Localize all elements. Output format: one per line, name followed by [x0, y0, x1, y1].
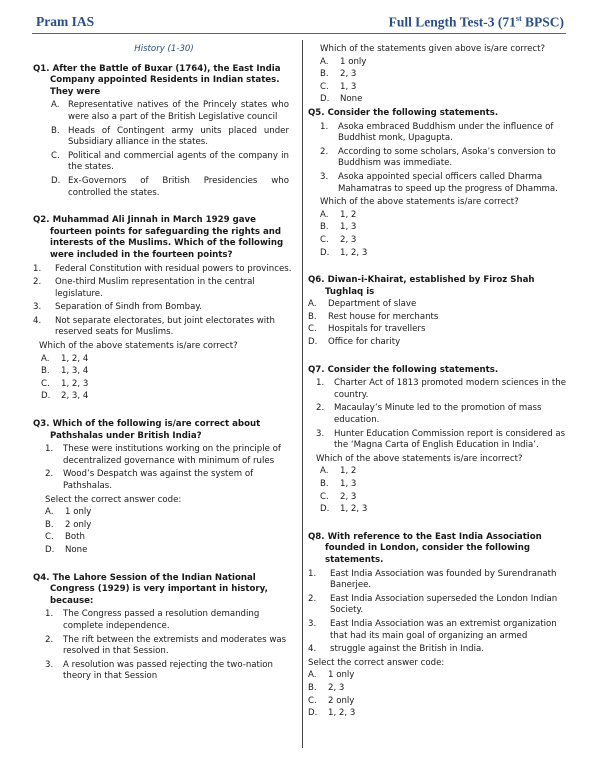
option: C. 2 only	[308, 695, 355, 706]
option: B. 1, 3	[320, 222, 357, 233]
statement: 1. Asoka embraced Buddhism under the influence of Buddhist monk, Upagupta.	[320, 121, 554, 144]
option: B. 2 only	[45, 519, 92, 530]
option: D. 1, 2, 3	[320, 504, 368, 515]
left-column	[33, 40, 295, 683]
option: A. Department of slave	[308, 299, 417, 310]
option: C. Hospitals for travellers	[308, 324, 426, 335]
option: A. 1 only	[308, 670, 355, 681]
question-3: Q3. Which of the following is/are correct about Pathshalas under British India?	[33, 419, 261, 441]
question-8: Q8. With reference to the East India Association founded in London, consider the following statements.	[308, 531, 542, 565]
question-prompt: Which of the above statements is/are correct?	[39, 341, 238, 352]
brand-name: Pram IAS	[36, 14, 95, 29]
option: A. 1, 2, 4	[41, 353, 89, 364]
option: C. 1, 3	[320, 81, 357, 92]
statement: 2. East India Association superseded the London Indian Society.	[308, 593, 558, 616]
question-7: Q7. Consider the following statements.	[308, 364, 499, 375]
option: D. None	[320, 94, 363, 105]
question-prompt: Select the correct answer code:	[308, 657, 445, 668]
question-4: Q4. The Lahore Session of the Indian National Congress (1929) is very important in history, because:	[33, 572, 268, 606]
option: D. Office for charity	[308, 337, 401, 348]
question-prompt: Which of the above statements is/are correct?	[320, 197, 519, 208]
test-title: Full Length Test-3 (71st BPSC)	[388, 14, 564, 30]
question-prompt: Which of the above statements is/are incorrect?	[316, 453, 523, 464]
statement: C. Political and commercial agents of the company in the states.	[51, 150, 289, 173]
statement: 3. East India Association was an extremist organization that had its main goal of organizing an armed	[308, 618, 557, 641]
question-6: Q6. Diwan-i-Khairat, established by Firoz Shah Tughlaq is	[308, 275, 535, 297]
question-prompt: Select the correct answer code:	[45, 494, 182, 505]
statement: 3. A resolution was passed rejecting the two-nation theory in that Session	[45, 659, 274, 682]
question-1: Q1. After the Battle of Buxar (1764), the East India Company appointed Residents in Indian states. They were	[33, 63, 281, 97]
statement: 2. Wood’s Despatch was against the system of Pathshalas.	[45, 469, 254, 491]
option: A. 1, 2	[320, 466, 357, 477]
option: B. 1, 3	[320, 479, 357, 489]
option: B. Rest house for merchants	[308, 311, 439, 322]
column-divider	[302, 40, 303, 748]
question-prompt: Which of the statements given above is/are correct?	[320, 44, 546, 54]
option: D. 1, 2, 3	[308, 708, 356, 719]
option: B. 2, 3	[308, 682, 345, 693]
option: D. 1, 2, 3	[320, 247, 368, 258]
option: A. 1 only	[320, 56, 367, 67]
statement: 2. Macaulay’s Minute led to the promotion of mass education.	[316, 403, 542, 426]
statement: 2. The rift between the extremists and moderates was resolved in that Session.	[45, 634, 287, 657]
option: C. 2, 3	[320, 234, 357, 245]
option: B. 2, 3	[320, 69, 357, 80]
option: A. 1 only	[45, 507, 92, 518]
statement: 1. These were institutions working on the principle of decentralized governance with minimum of rules	[45, 444, 281, 466]
statement: 3. Separation of Sindh from Bombay.	[33, 302, 202, 313]
option: D. 2, 3, 4	[41, 391, 89, 402]
right-column	[308, 40, 570, 720]
statement: 1. Federal Constitution with residual powers to provinces.	[33, 263, 292, 274]
statement: 1. Charter Act of 1813 promoted modern sciences in the country.	[316, 378, 567, 400]
statement: 1. The Congress passed a resolution demanding complete independence.	[45, 609, 260, 631]
statement: 2. According to some scholars, Asoka’s conversion to Buddhism was immediate.	[320, 146, 556, 169]
header-divider	[32, 33, 566, 34]
statement: 3. Asoka appointed special officers called Dharma Mahamatras to speed up the progress of Dhamma.	[320, 171, 558, 194]
statement: D. Ex-Governors of British Presidencies who controlled the states.	[51, 175, 289, 198]
statement: 1. East India Association was founded by Surendranath Banerjee.	[308, 568, 557, 591]
section-title: History (1-30)	[134, 44, 194, 54]
question-5: Q5. Consider the following statements.	[308, 107, 499, 118]
option: B. 1, 3, 4	[41, 366, 89, 377]
option: C. 2, 3	[320, 491, 357, 502]
option: C. 1, 2, 3	[41, 378, 89, 389]
option: C. Both	[45, 532, 85, 543]
statement: 4. struggle against the British in India.	[308, 644, 484, 655]
statement: 3. Hunter Education Commission report is considered as the ‘Magna Carta of English Education in India’.	[316, 428, 566, 451]
statement: 4. Not separate electorates, but joint electorates with reserved seats for Muslims.	[33, 315, 275, 338]
option: D. None	[45, 544, 88, 555]
statement: A. Representative natives of the Princely states who were also a part of the British Legislative council	[51, 100, 289, 122]
question-2: Q2. Muhammad Ali Jinnah in March 1929 gave fourteen points for safeguarding the rights and interests of the Muslims. Which of the following were included in the fourteen points?	[33, 215, 284, 260]
option: A. 1, 2	[320, 209, 357, 220]
statement: B. Heads of Contingent army units placed under Subsidiary alliance in the states.	[51, 125, 289, 148]
statement: 2. One-third Muslim representation in the central legislature.	[33, 277, 255, 299]
